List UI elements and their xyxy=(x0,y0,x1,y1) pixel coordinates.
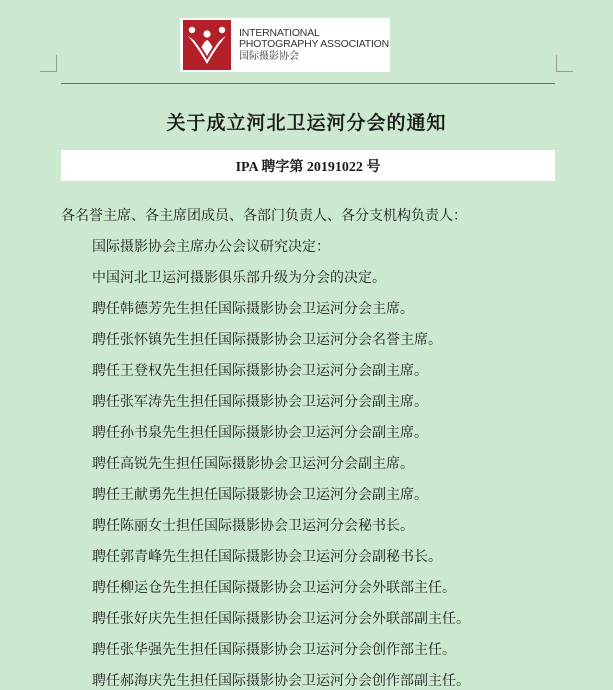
paragraph: 聘任韩德芳先生担任国际摄影协会卫运河分会主席。 xyxy=(92,301,414,317)
paragraph: 聘任张怀镇先生担任国际摄影协会卫运河分会名誉主席。 xyxy=(92,332,442,348)
paragraph: 聘任王登权先生担任国际摄影协会卫运河分会副主席。 xyxy=(92,363,428,379)
ipa-logo xyxy=(180,18,390,72)
margin-corner-mark-left xyxy=(40,55,57,72)
paragraph: 中国河北卫运河摄影俱乐部升级为分会的决定。 xyxy=(92,270,386,286)
paragraph: 聘任郝海庆先生担任国际摄影协会卫运河分会创作部副主任。 xyxy=(92,673,470,689)
paragraph: 聘任张好庆先生担任国际摄影协会卫运河分会外联部副主任。 xyxy=(92,611,470,627)
logo-text-line1: INTERNATIONAL xyxy=(239,26,320,39)
margin-corner-mark-right xyxy=(556,55,573,72)
paragraph: 聘任陈丽女士担任国际摄影协会卫运河分会秘书长。 xyxy=(92,518,414,534)
paragraph: 聘任孙书泉先生担任国际摄影协会卫运河分会副主席。 xyxy=(92,425,428,441)
paragraph: 国际摄影协会主席办公会议研究决定： xyxy=(92,239,330,255)
paragraph: 聘任张军涛先生担任国际摄影协会卫运河分会副主席。 xyxy=(92,394,428,410)
doc-number: IPA 聘字第 20191022 号 xyxy=(235,159,381,175)
doc-number-bar xyxy=(61,150,555,181)
paragraph: 聘任柳运仓先生担任国际摄影协会卫运河分会外联部主任。 xyxy=(92,580,456,596)
logo-text-chinese: 国际摄影协会 xyxy=(239,50,299,62)
header-rule xyxy=(61,83,555,84)
paragraph: 聘任高锐先生担任国际摄影协会卫运河分会副主席。 xyxy=(92,456,414,472)
notice-title: 关于成立河北卫运河分会的通知 xyxy=(166,112,447,134)
salutation: 各名誉主席、各主席团成员、各部门负责人、各分支机构负责人： xyxy=(61,208,467,224)
paragraph: 聘任王献勇先生担任国际摄影协会卫运河分会副主席。 xyxy=(92,487,428,503)
paragraph: 聘任郭青峰先生担任国际摄影协会卫运河分会副秘书长。 xyxy=(92,549,442,565)
paragraph: 聘任张华强先生担任国际摄影协会卫运河分会创作部主任。 xyxy=(92,642,456,658)
logo-text-line2: PHOTOGRAPHY ASSOCIATION xyxy=(239,37,390,50)
ipa-emblem-icon xyxy=(183,20,231,70)
